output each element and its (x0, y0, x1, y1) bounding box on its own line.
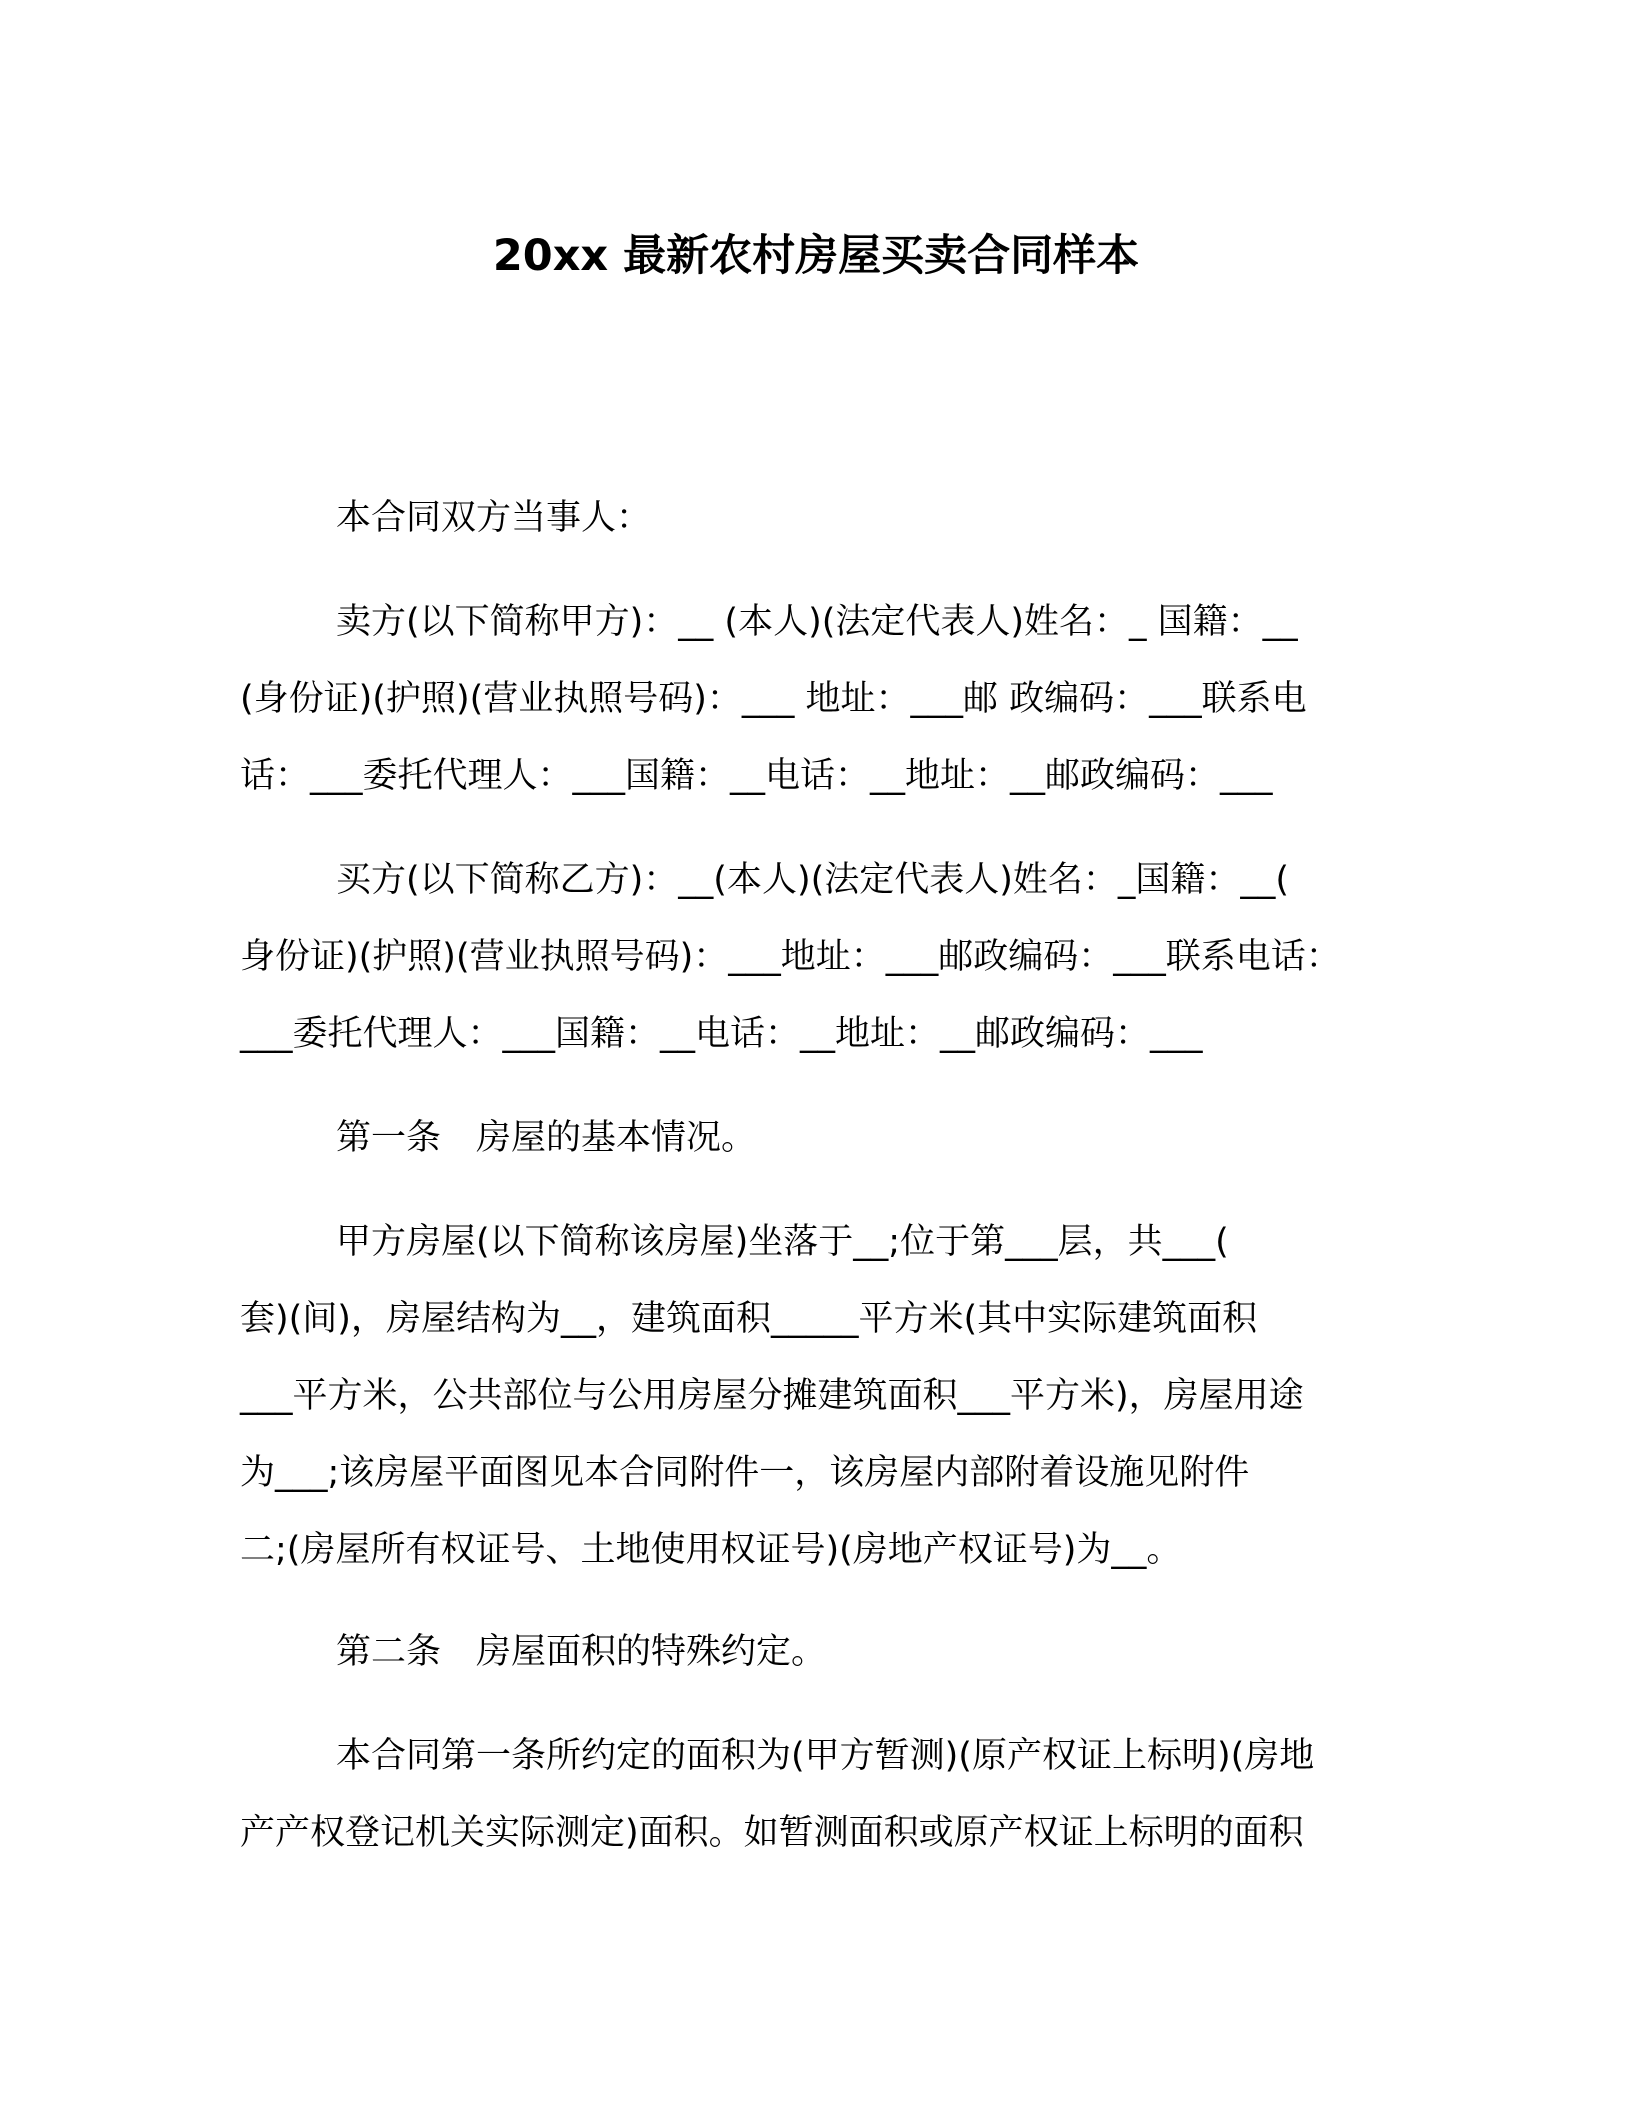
paragraph-line: ___平方米，公共部位与公用房屋分摊建筑面积___平方米)，房屋用途 (240, 1376, 1304, 1416)
paragraph-line: 二;(房屋所有权证号、土地使用权证号)(房地产权证号)为__。 (240, 1530, 1182, 1570)
paragraph-line: 身份证)(护照)(营业执照号码)：___地址：___邮政编码：___联系电话： (240, 937, 1341, 977)
paragraph-line: 卖方(以下简称甲方)：__ (本人)(法定代表人)姓名：_ 国籍：__ (336, 602, 1298, 642)
paragraph-line: 第一条 房屋的基本情况。 (336, 1118, 757, 1158)
article-1-heading (240, 1100, 1440, 1177)
paragraph-line: 产产权登记机关实际测定)面积。如暂测面积或原产权证上标明的面积 (240, 1813, 1304, 1853)
paragraph-line: 买方(以下简称乙方)：__(本人)(法定代表人)姓名：_国籍：__( (336, 860, 1290, 900)
paragraph-line: 甲方房屋(以下简称该房屋)坐落于__;位于第___层，共___( (336, 1222, 1229, 1262)
paragraph-line: 话：___委托代理人：___国籍：__电话：__地址：__邮政编码：___ (240, 756, 1273, 796)
document-title: 20xx 最新农村房屋买卖合同样本 (492, 231, 1140, 281)
paragraph-line: 为___;该房屋平面图见本合同附件一，该房屋内部附着设施见附件 (240, 1453, 1250, 1493)
article-2-heading (240, 1614, 1440, 1691)
article-1-body (240, 1204, 1440, 1589)
paragraph-seller (240, 584, 1440, 815)
paragraph-parties-intro (240, 480, 1440, 557)
paragraph-line: ___委托代理人：___国籍：__电话：__地址：__邮政编码：___ (240, 1014, 1203, 1054)
paragraph-buyer (240, 842, 1440, 1073)
paragraph-line: 第二条 房屋面积的特殊约定。 (336, 1632, 827, 1672)
article-2-body (240, 1718, 1440, 1872)
paragraph-line: 本合同第一条所约定的面积为(甲方暂测)(原产权证上标明)(房地 (336, 1736, 1315, 1776)
paragraph-line: (身份证)(护照)(营业执照号码)：___ 地址：___邮 政编码：___联系电 (240, 679, 1307, 719)
paragraph-line: 套)(间)，房屋结构为__，建筑面积_____平方米(其中实际建筑面积 (240, 1299, 1258, 1339)
paragraph-line: 本合同双方当事人： (336, 498, 652, 538)
